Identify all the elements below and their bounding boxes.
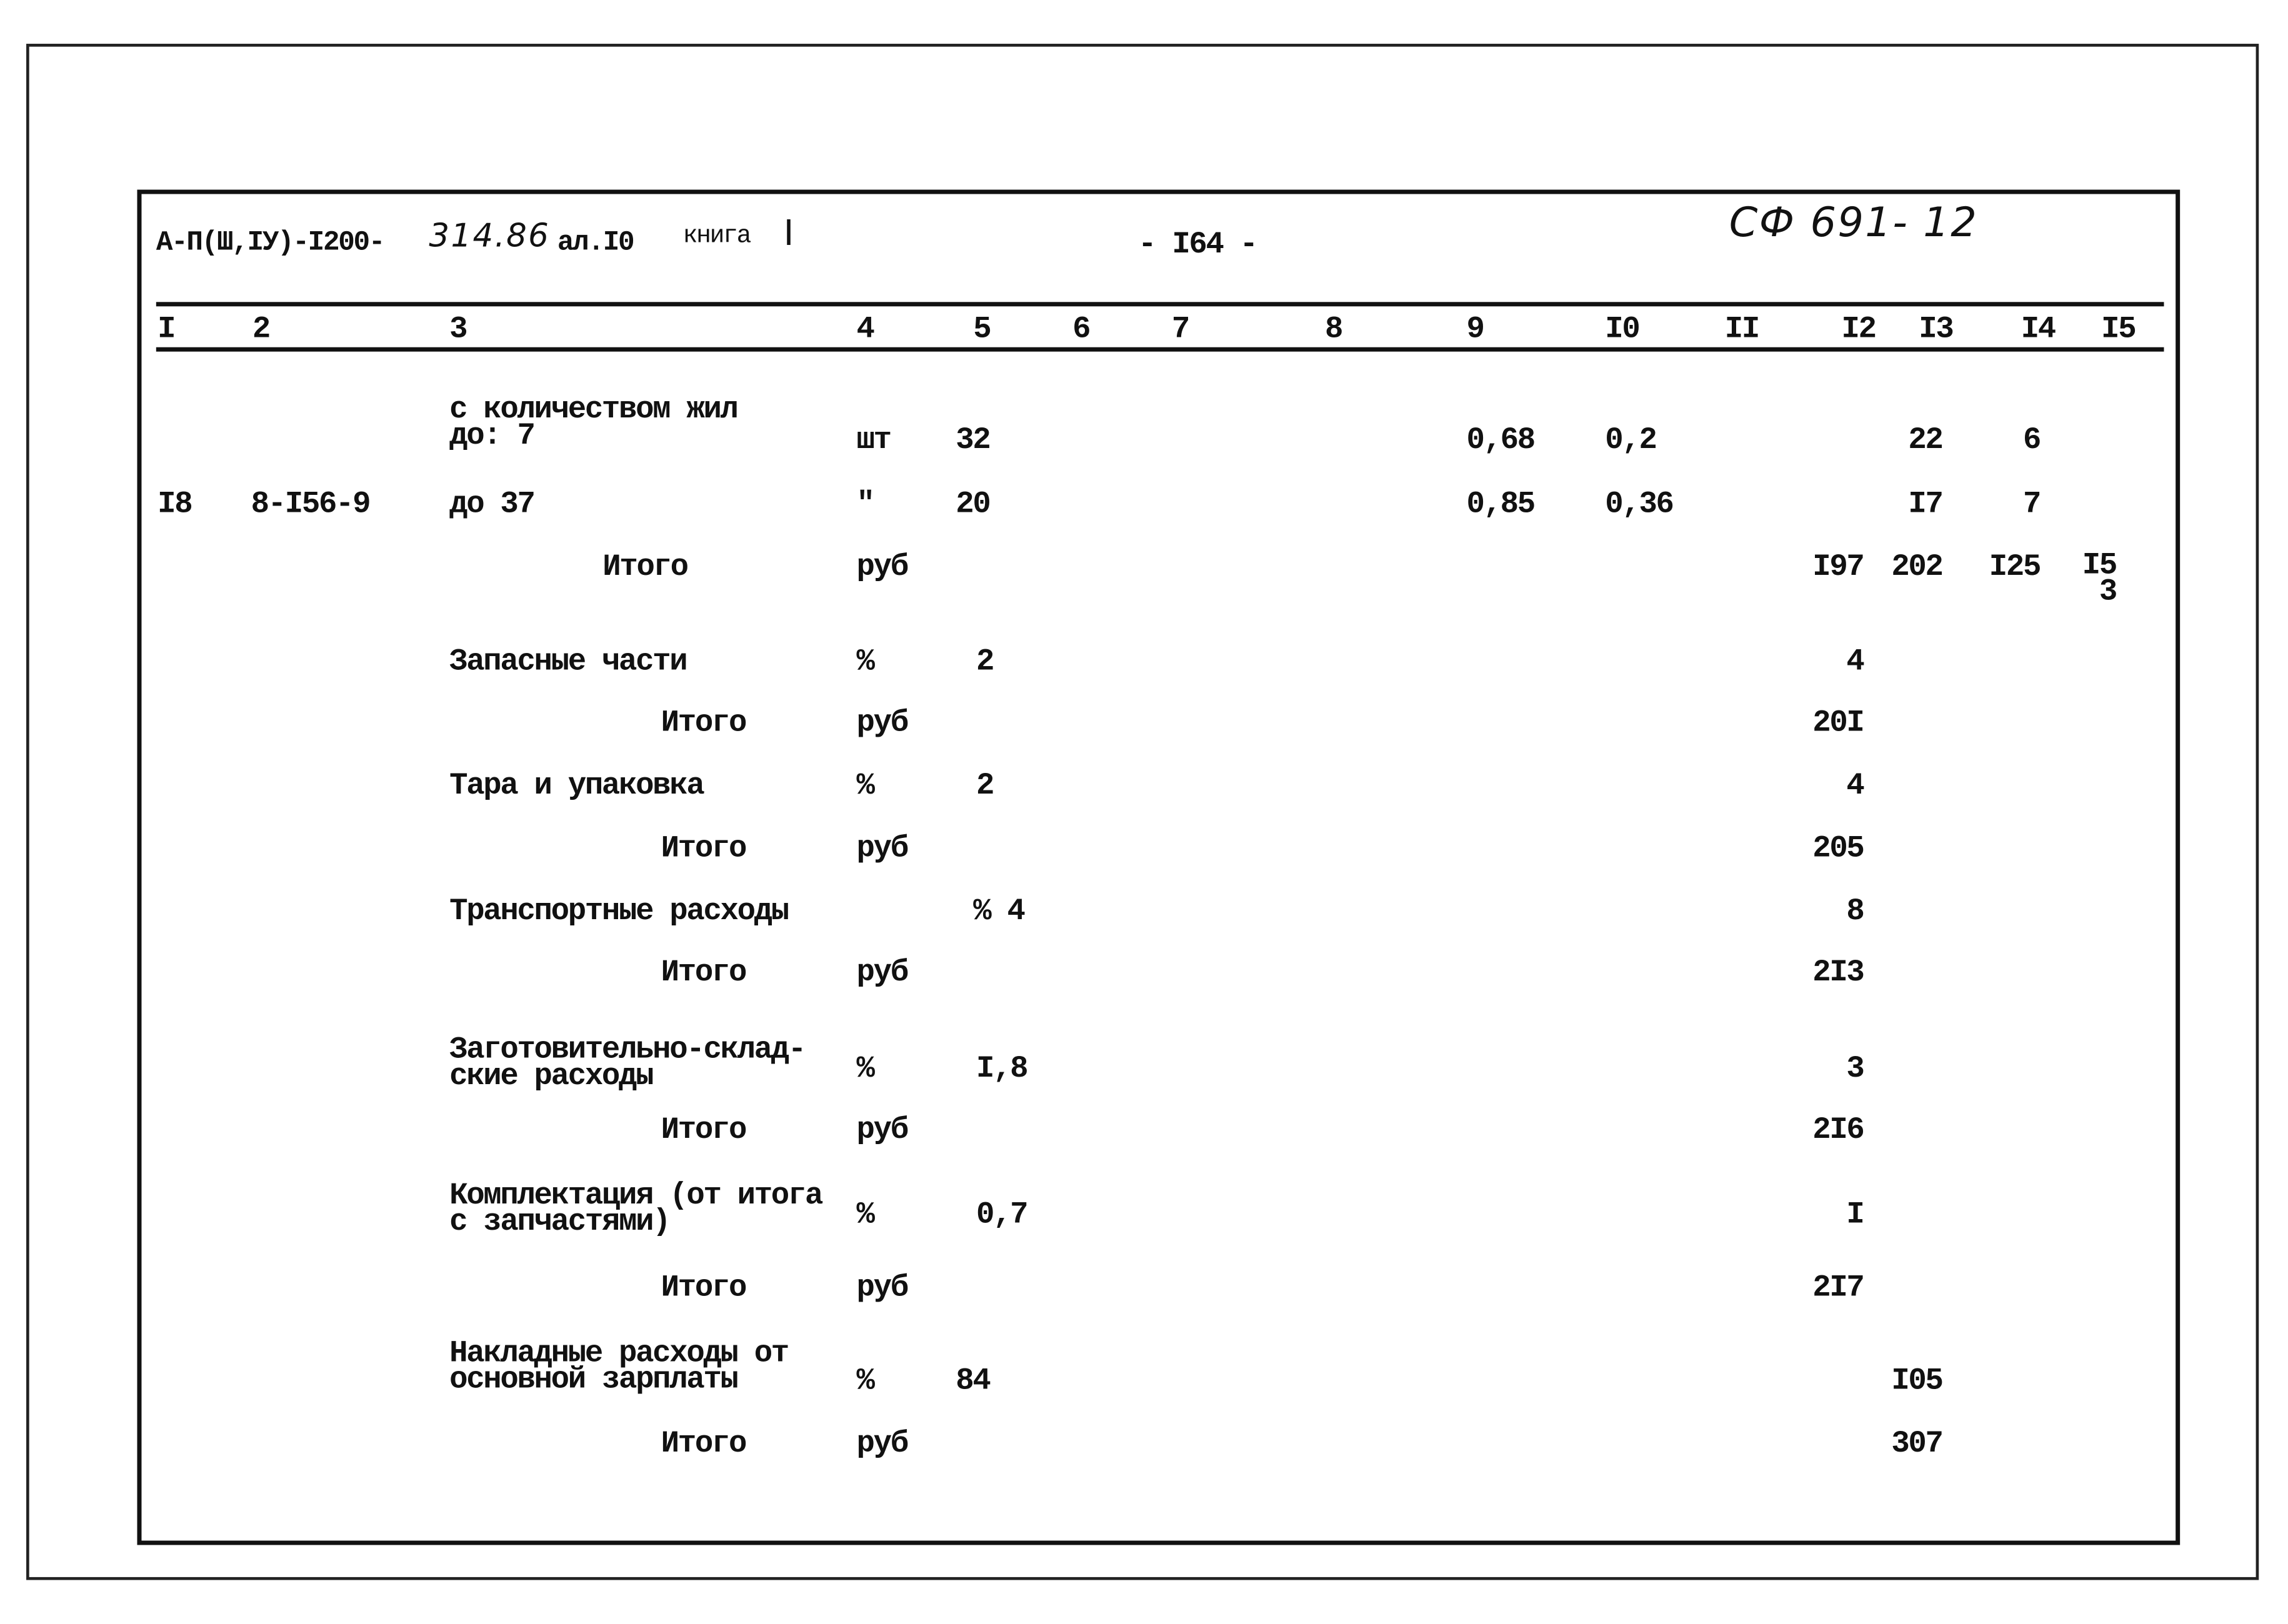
cell-col-9: 0,68 [1466, 424, 1534, 459]
total-label: Итого [661, 833, 746, 867]
total-label: Итого [661, 1114, 746, 1148]
cell-col-4: руб [856, 707, 907, 742]
cell-col-3: Накладные расходы от основной зарплаты [449, 1338, 788, 1398]
cell-col-5: 2 [976, 646, 994, 680]
inner-frame [137, 190, 2180, 1545]
total-label: Итого [661, 707, 746, 742]
cell-col-15: I5 3 [2082, 550, 2116, 610]
cell-col-12: I97 [1812, 551, 1864, 585]
column-header-9: 9 [1466, 313, 1484, 347]
column-header-13: I3 [1919, 313, 1953, 347]
cell-col-12: 4 [1846, 770, 1864, 804]
column-header-6: 6 [1072, 313, 1090, 347]
column-header-12: I2 [1841, 313, 1876, 347]
cell-col-12: 4 [1846, 646, 1864, 680]
cell-col-5: 0,7 [976, 1199, 1027, 1233]
cell-col-5: 32 [956, 424, 990, 459]
cell-col-3: Комплектация (от итога с запчастями) [449, 1180, 822, 1240]
cell-col-3: Заготовительно-склад- ские расходы [449, 1034, 806, 1095]
header-rule-bottom [156, 347, 2164, 352]
cell-col-13: I7 [1908, 489, 1942, 522]
cell-col-14: 6 [2022, 424, 2041, 459]
cell-col-5: 20 [956, 489, 990, 522]
total-label: Итого [661, 957, 746, 991]
column-header-10: I0 [1605, 313, 1639, 347]
cell-col-3: до 37 [449, 489, 534, 522]
cell-col-5: 2 [976, 770, 994, 804]
cell-col-13: 307 [1891, 1428, 1942, 1462]
cell-col-12: 205 [1812, 833, 1864, 867]
cell-col-4: руб [856, 1114, 907, 1148]
cell-col-12: 2I3 [1812, 957, 1864, 991]
cell-col-3: Транспортные расходы [449, 895, 788, 930]
cell-col-13: I05 [1891, 1365, 1942, 1400]
column-header-8: 8 [1324, 313, 1342, 347]
column-header-15: I5 [2101, 313, 2136, 347]
column-header-1: I [157, 313, 175, 347]
cell-col-4: руб [856, 1272, 907, 1306]
cell-col-9: 0,85 [1466, 489, 1534, 522]
cell-col-5: I,8 [976, 1053, 1027, 1087]
cell-col-4: % [856, 1365, 874, 1400]
cell-col-3: Тара и упаковка [449, 770, 704, 804]
cell-col-12: 8 [1846, 895, 1864, 930]
column-header-11: II [1724, 313, 1759, 347]
album-label: ал.I0 [557, 226, 634, 259]
cell-col-3: Запасные части [449, 646, 687, 680]
cell-col-4: руб [856, 957, 907, 991]
book-number: I [783, 212, 796, 254]
column-header-3: 3 [449, 313, 467, 347]
cell-col-5: % 4 [973, 895, 1024, 930]
cell-col-14: I25 [1989, 551, 2041, 585]
cell-col-12: 20I [1812, 707, 1864, 742]
column-header-7: 7 [1171, 313, 1189, 347]
column-header-14: I4 [2021, 313, 2055, 347]
cell-col-4: руб [856, 551, 907, 585]
cell-col-4: шт [856, 424, 891, 459]
cell-col-12: 2I7 [1812, 1272, 1864, 1306]
cell-col-5: 84 [956, 1365, 990, 1400]
cell-col-3: с количеством жил до: 7 [449, 394, 737, 454]
cell-col-4: " [856, 489, 874, 522]
cell-col-1: I8 [157, 489, 192, 522]
cell-col-14: 7 [2022, 489, 2041, 522]
cell-col-4: руб [856, 1428, 907, 1462]
cell-col-12: 2I6 [1812, 1114, 1864, 1148]
total-label: Итого [602, 551, 687, 585]
cell-col-4: % [856, 1053, 874, 1087]
cell-col-4: % [856, 646, 874, 680]
cell-col-12: I [1846, 1199, 1864, 1233]
cell-col-10: 0,2 [1605, 424, 1656, 459]
cell-col-4: % [856, 770, 874, 804]
total-label: Итого [661, 1428, 746, 1462]
doc-code-handwritten: 314.86 [429, 219, 551, 256]
doc-code: А-П(Ш,IУ)-I200- [156, 226, 384, 259]
total-label: Итого [661, 1272, 746, 1306]
cell-col-4: руб [856, 833, 907, 867]
column-header-4: 4 [856, 313, 874, 347]
header-rule-top [156, 302, 2164, 306]
column-header-5: 5 [973, 313, 991, 347]
cell-col-10: 0,36 [1605, 489, 1673, 522]
cell-col-13: 22 [1908, 424, 1942, 459]
cell-col-2: 8-I56-9 [251, 489, 370, 522]
column-header-2: 2 [252, 313, 270, 347]
cell-col-12: 3 [1846, 1053, 1864, 1087]
stamp-code: СФ 691- 12 [1729, 198, 1979, 247]
cell-col-4: % [856, 1199, 874, 1233]
page-number: - I64 - [1138, 229, 1257, 263]
cell-col-13: 202 [1891, 551, 1942, 585]
book-label: книга [682, 223, 751, 251]
